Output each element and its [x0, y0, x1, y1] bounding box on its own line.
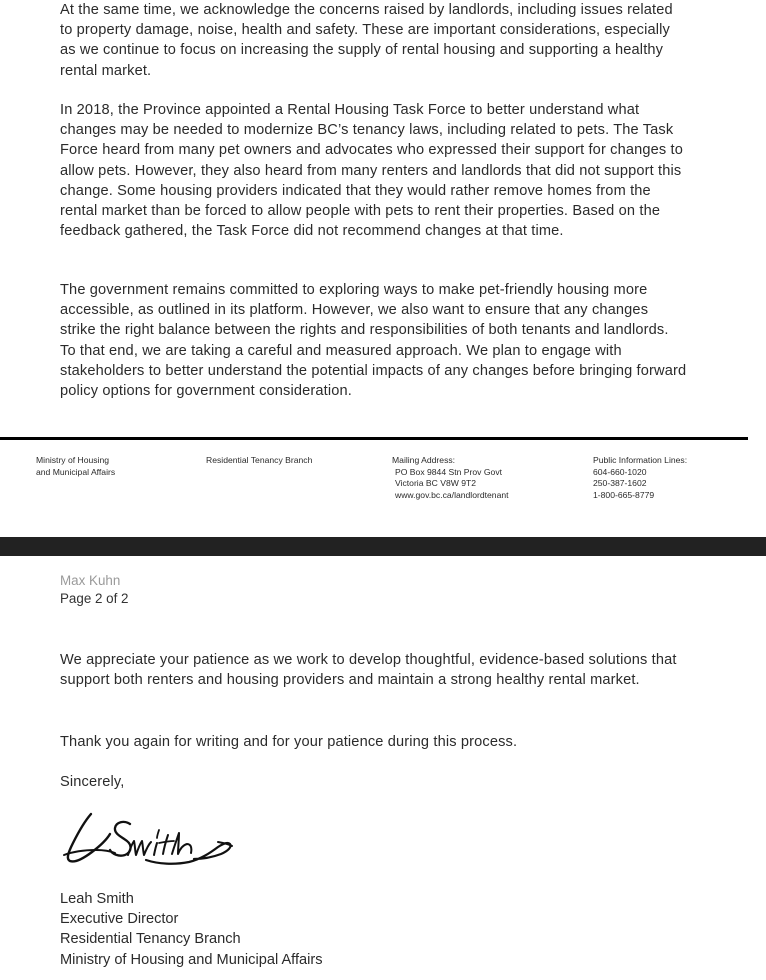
signature-block — [60, 889, 323, 970]
handwritten-signature-icon — [58, 808, 238, 870]
page-number: Page 2 of 2 — [60, 591, 129, 606]
signer-branch: Residential Tenancy Branch — [60, 931, 241, 948]
footer-website-link[interactable]: www.gov.bc.ca/landlordtenant — [395, 489, 509, 500]
paragraph-thank-you: Thank you again for writing and for your patience during this process. — [60, 734, 518, 750]
footer-branch-block — [206, 455, 312, 467]
footer-mailing-line2: Victoria BC V8W 9T2 — [395, 478, 477, 489]
footer-phone-line1: 604-660-1020 — [593, 466, 647, 477]
footer-phone-line3: 1-800-665-8779 — [593, 489, 655, 500]
signer-ministry: Ministry of Housing and Municipal Affairs — [60, 951, 323, 968]
footer-mailing-line1: PO Box 9844 Stn Prov Govt — [395, 466, 502, 477]
paragraph-appreciate-patience: We appreciate your patience as we work to develop thoughtful, evidence-based solutions that support both renters and housing providers and maintain a strong healthy rental market. — [60, 652, 677, 689]
footer-phone-block — [593, 455, 687, 501]
footer-ministry-block — [36, 455, 115, 478]
page-two-header — [60, 572, 129, 608]
paragraph-landlord-concerns: At the same time, we acknowledge the concerns raised by landlords, including issues related to property damage, noise, health and safety. These are important considerations, especially as we continue to focus on increasing the supply of rental housing and supporting a healthy rental market. — [60, 2, 673, 79]
footer-phone-heading: Public Information Lines: — [593, 455, 688, 465]
footer-mailing-block — [392, 455, 509, 501]
page-footer — [0, 452, 766, 522]
footer-mailing-heading: Mailing Address: — [392, 455, 456, 465]
recipient-name: Max Kuhn — [60, 573, 121, 588]
paragraph-government-commitment: The government remains committed to exploring ways to make pet-friendly housing more accessible, as outlined in its platform. However, we also want to ensure that any changes strike the right balance between the rights and responsibilities of both tenants and landlords. To that end, we are taking a careful and measured approach. We plan to engage with stakeholders to better understand the potential impacts of any changes before bringing forward policy options for government consideration. — [60, 282, 687, 400]
page-one-content — [0, 0, 766, 430]
page-break-separator — [0, 537, 766, 556]
signer-title: Executive Director — [60, 911, 179, 928]
footer-phone-line2: 250-387-1602 — [593, 478, 647, 489]
footer-ministry-line2: and Municipal Affairs — [36, 466, 116, 477]
signer-name: Leah Smith — [60, 891, 134, 907]
footer-ministry-line1: Ministry of Housing — [36, 455, 110, 465]
footer-branch-name: Residential Tenancy Branch — [206, 455, 313, 465]
page-two-content — [0, 556, 766, 980]
paragraph-task-force-2018: In 2018, the Province appointed a Rental Housing Task Force to better understand what changes may be needed to modernize BC’s tenancy laws, including related to pets. The Task Force heard from many pet owners and advocates who expressed their support for changes to allow pets. However, they also heard from many renters and landlords that did not support this change. Some housing providers indicated that they would rather remove homes from the rental market than be forced to allow people with pets to rent their properties. Based on the feedback gathered, the Task Force did not recommend changes at that time. — [60, 102, 684, 240]
signoff-text: Sincerely, — [60, 774, 125, 790]
footer-divider-rule — [0, 437, 748, 440]
